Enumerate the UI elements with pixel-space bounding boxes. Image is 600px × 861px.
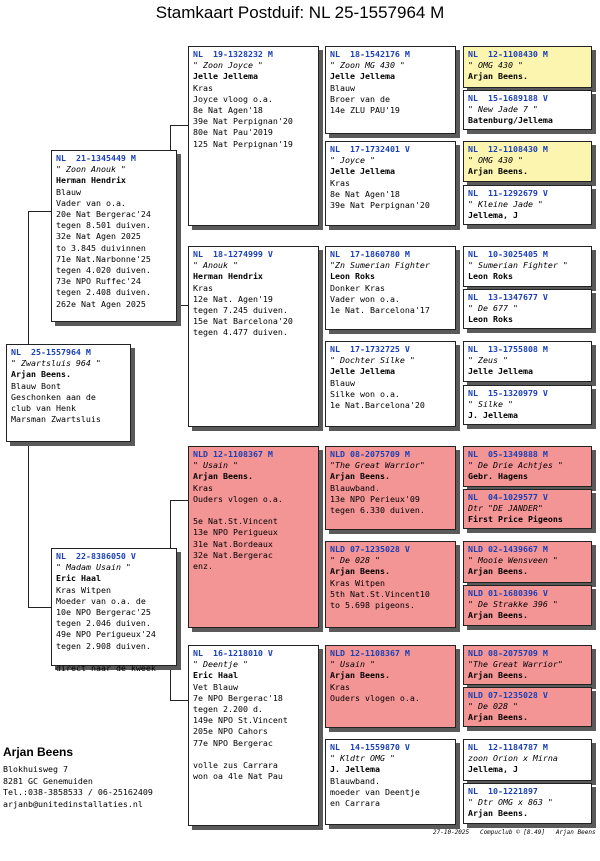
page-title: Stamkaart Postduif: NL 25-1557964 M bbox=[155, 3, 445, 22]
pedigree-card-sire bbox=[51, 150, 177, 322]
info-line: tegen 2.908 duiven. bbox=[56, 640, 151, 651]
connector bbox=[170, 125, 189, 126]
pigeon-name: " Mooie Wensveen " bbox=[468, 555, 558, 566]
ring-number: NL 17-1860780 M bbox=[330, 249, 410, 259]
pedigree-card-sss bbox=[325, 46, 456, 134]
owner-phone: Tel.:038-3858533 / 06-25162409 bbox=[3, 787, 153, 798]
ring-number: NL 10-1221897 bbox=[468, 786, 538, 796]
pedigree-card-sdd bbox=[325, 341, 456, 427]
pedigree-card-g11 bbox=[463, 541, 592, 583]
breeder-name: Jellema, J bbox=[468, 764, 518, 775]
breeder-name: Gebr. Hagens bbox=[468, 471, 528, 482]
info-line: 1e Nat. Barcelona'17 bbox=[330, 305, 430, 316]
connector bbox=[28, 211, 52, 212]
info-line: Joyce vloog o.a. bbox=[193, 93, 273, 104]
info-line: Blauwband. bbox=[330, 482, 380, 493]
info-line: 80e Nat Pau'2019 bbox=[193, 127, 273, 138]
info-line: en Carrara bbox=[330, 798, 380, 809]
ring-number: NL 13-1347677 V bbox=[468, 292, 548, 302]
info-line: 39e Nat Perpignan'20 bbox=[193, 116, 293, 127]
info-line: Kras bbox=[193, 482, 213, 493]
info-line: Kras bbox=[330, 177, 350, 188]
ring-number: NL 05-1349888 M bbox=[468, 449, 548, 459]
info-line: Silke won o.a. bbox=[330, 388, 400, 399]
pedigree-card-g3 bbox=[463, 141, 592, 182]
pedigree-card-sire-dam bbox=[188, 246, 319, 427]
info-line: tegen 7.245 duiven. bbox=[193, 305, 288, 316]
pedigree-card-g12 bbox=[463, 585, 592, 626]
pedigree-card-g14 bbox=[463, 687, 592, 727]
breeder-name: J. Jellema bbox=[330, 764, 380, 775]
info-line: 49e NPO Perigueux'24 bbox=[56, 629, 156, 640]
info-line: 71e Nat.Narbonne'25 bbox=[56, 253, 151, 264]
info-line: Vet Blauw bbox=[193, 681, 238, 692]
breeder-name: Arjan Beens. bbox=[330, 471, 390, 482]
info-line: 8e Nat Agen'18 bbox=[193, 105, 263, 116]
pigeon-name: " Silke " bbox=[468, 399, 513, 410]
pedigree-card-ddd bbox=[325, 739, 456, 825]
breeder-name: Arjan Beens. bbox=[330, 566, 390, 577]
breeder-name: Jelle Jellema bbox=[468, 366, 533, 377]
breeder-name: Jelle Jellema bbox=[330, 166, 395, 177]
ring-number: NLD 08-2075709 M bbox=[468, 648, 548, 658]
breeder-name: Arjan Beens. bbox=[193, 471, 253, 482]
pigeon-name: " De 028 " bbox=[330, 555, 380, 566]
ring-number: NL 11-1292679 V bbox=[468, 188, 548, 198]
breeder-name: Eric Haal bbox=[193, 670, 238, 681]
breeder-name: Arjan Beens. bbox=[330, 670, 390, 681]
pigeon-name: " Zoon Anouk " bbox=[56, 164, 126, 175]
connector bbox=[170, 700, 189, 701]
pigeon-name: " Zeus " bbox=[468, 355, 508, 366]
info-line: enz. bbox=[193, 561, 213, 572]
pigeon-name: " Anouk " bbox=[193, 260, 238, 271]
pigeon-name: " OMG 430 " bbox=[468, 155, 523, 166]
pigeon-name: " De 677 " bbox=[468, 303, 518, 314]
info-line: moeder van Deentje bbox=[330, 786, 420, 797]
info-line: 205e NPO Cahors bbox=[193, 726, 268, 737]
info-line: to 5.698 pigeons. bbox=[330, 600, 415, 611]
info-line: 12e Nat. Agen'19 bbox=[193, 293, 273, 304]
ring-number: NL 12-1108430 M bbox=[468, 49, 548, 59]
ring-number: NL 16-1218010 V bbox=[193, 648, 273, 658]
info-line: Kras bbox=[193, 282, 213, 293]
connector bbox=[28, 211, 29, 346]
pigeon-name: " Dochter Silke " bbox=[330, 355, 415, 366]
info-line bbox=[56, 652, 172, 663]
info-line: 14e ZLU PAU'19 bbox=[330, 105, 400, 116]
breeder-name: Leon Roks bbox=[330, 271, 375, 282]
ring-number: NLD 08-2075709 M bbox=[330, 449, 410, 459]
pigeon-name: "Zn Sumerian Fighter bbox=[330, 260, 430, 271]
breeder-name: Eric Haal bbox=[56, 573, 101, 584]
ring-number: NL 22-8386050 V bbox=[56, 551, 136, 561]
pigeon-name: " Zwartsluis 964 " bbox=[11, 358, 101, 369]
ring-number: NL 18-1274999 V bbox=[193, 249, 273, 259]
info-line: 125 Nat Perpignan'19 bbox=[193, 138, 293, 149]
breeder-name: Jelle Jellema bbox=[193, 71, 258, 82]
info-line: 5th Nat.St.Vincent10 bbox=[330, 588, 430, 599]
pigeon-name: Dtr "DE JANDER" bbox=[468, 503, 543, 514]
ring-number: NL 17-1732401 V bbox=[330, 144, 410, 154]
info-line: tegen 2.408 duiven. bbox=[56, 287, 151, 298]
pedigree-card-g6 bbox=[463, 289, 592, 329]
ring-number: NLD 12-1108367 M bbox=[193, 449, 273, 459]
ring-number: NLD 01-1680396 V bbox=[468, 588, 548, 598]
info-line: Kras bbox=[193, 82, 213, 93]
info-line: Moeder van o.a. de bbox=[56, 595, 146, 606]
info-line: Broer van de bbox=[330, 93, 390, 104]
pedigree-card-g7 bbox=[463, 341, 592, 382]
pedigree-card-g2 bbox=[463, 90, 592, 130]
info-line: Donker Kras bbox=[330, 282, 385, 293]
info-line: 32e Nat.Bergerac bbox=[193, 549, 273, 560]
breeder-name: Leon Roks bbox=[468, 314, 513, 325]
ring-number: NL 12-1184787 M bbox=[468, 742, 548, 752]
info-line: Ouders vlogen o.a. bbox=[193, 493, 283, 504]
ring-number: NL 18-1542176 M bbox=[330, 49, 410, 59]
info-line: 73e NPO Ruffec'24 bbox=[56, 276, 141, 287]
pedigree-card-g13 bbox=[463, 645, 592, 685]
pigeon-name: " Zoon Joyce " bbox=[193, 60, 263, 71]
pedigree-card-dam-sire bbox=[188, 446, 319, 628]
pigeon-name: " De 028 " bbox=[468, 701, 518, 712]
pedigree-card-g15 bbox=[463, 739, 592, 781]
pedigree-card-dam bbox=[51, 548, 177, 674]
pigeon-name: "The Great Warrior" bbox=[468, 659, 563, 670]
info-line: Blauw bbox=[330, 82, 355, 93]
pedigree-card-g5 bbox=[463, 246, 592, 287]
pedigree-card-g8 bbox=[463, 385, 592, 425]
pedigree-card-g4 bbox=[463, 185, 592, 225]
info-line: 5e Nat.St.Vincent bbox=[193, 516, 278, 527]
pigeon-name: " Deentje " bbox=[193, 659, 248, 670]
pigeon-name: " New Jade 7 " bbox=[468, 104, 538, 115]
info-line: Vader van o.a. bbox=[56, 197, 126, 208]
pigeon-name: " Zoon MG 430 " bbox=[330, 60, 405, 71]
info-line bbox=[193, 749, 314, 760]
owner-address: Blokhuisweg 7 bbox=[3, 763, 68, 774]
info-line: Kras bbox=[330, 681, 350, 692]
breeder-name: Arjan Beens. bbox=[468, 71, 528, 82]
breeder-name: Arjan Beens. bbox=[468, 712, 528, 723]
info-line: won oa 4le Nat Pau bbox=[193, 771, 283, 782]
info-line: 13e NPO Perieux'09 bbox=[330, 493, 420, 504]
footer-credit: 27-10-2025 Compuclub © [8.49] Arjan Beens bbox=[433, 829, 596, 836]
breeder-name: Arjan Beens. bbox=[468, 808, 528, 819]
breeder-name: Jellema, J bbox=[468, 210, 518, 221]
connector bbox=[28, 607, 52, 608]
breeder-name: Jelle Jellema bbox=[330, 366, 395, 377]
info-line: Blauw bbox=[330, 377, 355, 388]
breeder-name: Jelle Jellema bbox=[330, 71, 395, 82]
pigeon-name: " De Strakke 396 " bbox=[468, 599, 558, 610]
info-line: 31e Nat.Bordeaux bbox=[193, 538, 273, 549]
pedigree-card-dam-dam bbox=[188, 645, 319, 826]
info-line: 32e Nat Agen 2025 bbox=[56, 231, 141, 242]
ring-number: NL 25-1557964 M bbox=[11, 347, 91, 357]
owner-email: arjanb@unitedinstallaties.nl bbox=[3, 799, 143, 810]
breeder-name: Batenburg/Jellema bbox=[468, 115, 553, 126]
breeder-name: Arjan Beens. bbox=[468, 566, 528, 577]
ring-number: NL 04-1029577 V bbox=[468, 492, 548, 502]
connector bbox=[28, 440, 29, 607]
breeder-name: Herman Hendrix bbox=[193, 271, 263, 282]
info-line: tegen 2.200 d. bbox=[193, 704, 263, 715]
info-line: tegen 4.020 duiven. bbox=[56, 265, 151, 276]
pigeon-name: " Usain " bbox=[330, 659, 375, 670]
breeder-name: Arjan Beens. bbox=[468, 166, 528, 177]
info-line: Marsman Zwartsluis bbox=[11, 414, 101, 425]
info-line: tegen 8.501 duiven. bbox=[56, 220, 151, 231]
info-line: Kras Witpen bbox=[56, 584, 111, 595]
info-line: Ouders vlogen o.a. bbox=[330, 692, 420, 703]
pedigree-card-dds bbox=[325, 645, 456, 728]
info-line bbox=[193, 505, 314, 516]
info-line: tegen 4.477 duiven. bbox=[193, 327, 288, 338]
pedigree-card-ssd bbox=[325, 141, 456, 226]
ring-number: NLD 12-1108367 M bbox=[330, 648, 410, 658]
info-line: 20e Nat Bergerac'24 bbox=[56, 209, 151, 220]
info-line: direct naar de kweek bbox=[56, 663, 156, 674]
info-line: Geschonken aan de bbox=[11, 391, 96, 402]
breeder-name: Arjan Beens. bbox=[468, 670, 528, 681]
ring-number: NLD 07-1235028 V bbox=[468, 690, 548, 700]
pigeon-name: " Sumerian Fighter " bbox=[468, 260, 568, 271]
pigeon-name: " OMG 430 " bbox=[468, 60, 523, 71]
pedigree-card-g1 bbox=[463, 46, 592, 88]
ring-number: NL 21-1345449 M bbox=[56, 153, 136, 163]
breeder-name: Herman Hendrix bbox=[56, 175, 126, 186]
ring-number: NL 15-1320979 V bbox=[468, 388, 548, 398]
info-line: 1e Nat.Barcelona'20 bbox=[330, 400, 425, 411]
breeder-name: Arjan Beens. bbox=[468, 610, 528, 621]
pedigree-card-dsd bbox=[325, 541, 456, 628]
ring-number: NL 14-1559870 V bbox=[330, 742, 410, 752]
info-line: 39e Nat Perpignan'20 bbox=[330, 200, 430, 211]
ring-number: NL 19-1328232 M bbox=[193, 49, 273, 59]
pedigree-card-g9 bbox=[463, 446, 592, 487]
pigeon-name: " Dtr OMG x 863 " bbox=[468, 797, 553, 808]
connector bbox=[170, 500, 189, 501]
pigeon-name: " De Drie Achtjes " bbox=[468, 460, 563, 471]
info-line: Vader won o.a. bbox=[330, 293, 400, 304]
pigeon-name: " Kleine Jade " bbox=[468, 199, 543, 210]
pigeon-name: " Kldtr OMG " bbox=[330, 753, 395, 764]
pedigree-card-g10 bbox=[463, 489, 592, 529]
info-line: Blauw Bont bbox=[11, 380, 61, 391]
info-line: 10e NPO Bergerac'25 bbox=[56, 607, 151, 618]
info-line: to 3.845 duivinnen bbox=[56, 242, 146, 253]
info-line: Blauw bbox=[56, 186, 81, 197]
info-line: Blauwband. bbox=[330, 775, 380, 786]
pigeon-name: " Madam Usain " bbox=[56, 562, 131, 573]
ring-number: NL 12-1108430 M bbox=[468, 144, 548, 154]
info-line: Kras Witpen bbox=[330, 577, 385, 588]
info-line: 149e NPO St.Vincent bbox=[193, 715, 288, 726]
info-line: volle zus Carrara bbox=[193, 760, 278, 771]
owner-info bbox=[3, 747, 153, 811]
info-line: 13e NPO Perigueux bbox=[193, 527, 278, 538]
breeder-name: J. Jellema bbox=[468, 410, 518, 421]
info-line: 7e NPO Bergerac'18 bbox=[193, 692, 283, 703]
ring-number: NL 17-1732725 V bbox=[330, 344, 410, 354]
pigeon-name: zoon Orion x Mirna bbox=[468, 753, 558, 764]
owner-name: Arjan Beens bbox=[3, 745, 74, 759]
pigeon-name: " Usain " bbox=[193, 460, 238, 471]
info-line: club van Henk bbox=[11, 403, 76, 414]
ring-number: NLD 02-1439667 M bbox=[468, 544, 548, 554]
pigeon-name: "The Great Warrior" bbox=[330, 460, 425, 471]
breeder-name: Arjan Beens. bbox=[11, 369, 71, 380]
info-line: tegen 6.330 duiven. bbox=[330, 505, 425, 516]
breeder-name: Leon Roks bbox=[468, 271, 513, 282]
pedigree-card-sire-sire bbox=[188, 46, 319, 226]
info-line: 15e Nat Barcelona'20 bbox=[193, 316, 293, 327]
info-line: tegen 2.046 duiven. bbox=[56, 618, 151, 629]
info-line: 262e Nat Agen 2025 bbox=[56, 298, 146, 309]
info-line: 77e NPO Bergerac bbox=[193, 737, 273, 748]
ring-number: NL 15-1689188 V bbox=[468, 93, 548, 103]
pedigree-card-sds bbox=[325, 246, 456, 330]
pedigree-card-g16 bbox=[463, 783, 592, 824]
ring-number: NL 13-1755808 M bbox=[468, 344, 548, 354]
pedigree-card-root bbox=[6, 344, 131, 442]
owner-city: 8281 GC Genemuiden bbox=[3, 775, 93, 786]
info-line: 8e Nat Agen'18 bbox=[330, 188, 400, 199]
pigeon-name: " Joyce " bbox=[330, 155, 375, 166]
breeder-name: First Price Pigeons bbox=[468, 514, 563, 525]
ring-number: NLD 07-1235028 V bbox=[330, 544, 410, 554]
pedigree-card-dss bbox=[325, 446, 456, 530]
ring-number: NL 10-3025405 M bbox=[468, 249, 548, 259]
